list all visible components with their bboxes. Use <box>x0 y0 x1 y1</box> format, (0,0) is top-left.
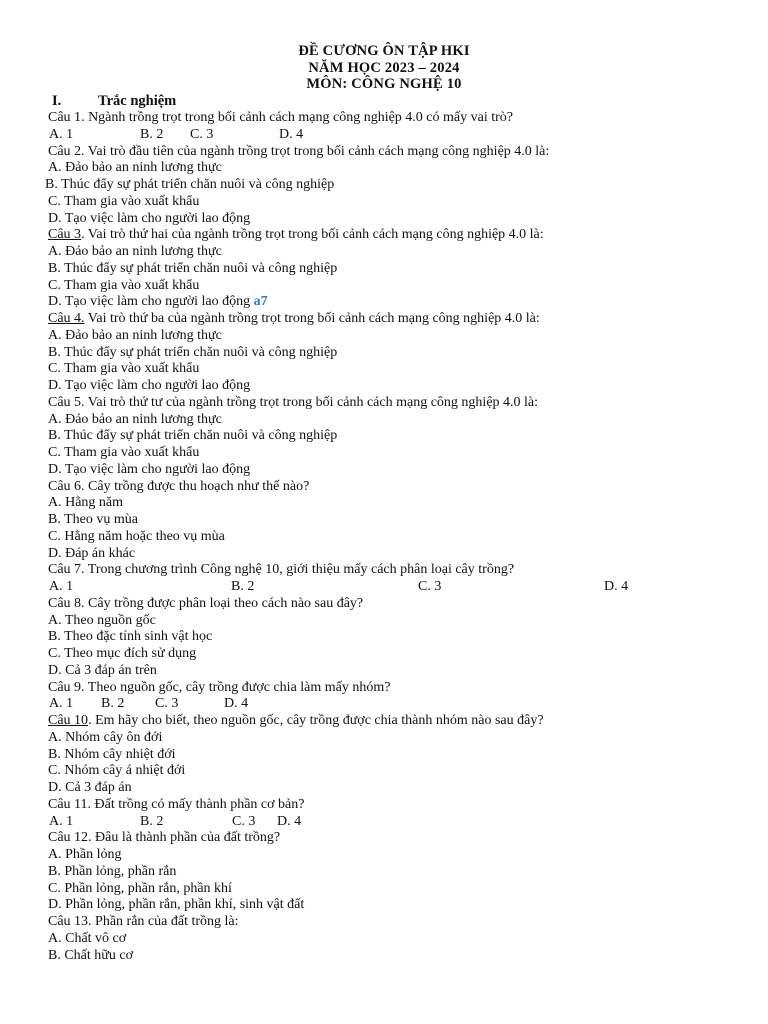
question-12: Câu 12. Đâu là thành phần của đất trồng? <box>48 830 281 846</box>
question-13: Câu 13. Phần rắn của đất trồng là: <box>48 914 239 929</box>
question-label: Câu 1 <box>48 110 82 125</box>
section-title: Trắc nghiệm <box>98 93 177 109</box>
option-d: D. Tạo việc làm cho người lao động <box>48 461 251 477</box>
option-d: D. Cả 3 đáp án <box>48 780 132 795</box>
option-d: D. 4 <box>279 126 304 142</box>
document-header <box>0 43 768 93</box>
option-d: D. Đáp án khác <box>48 545 136 561</box>
option-b: B. 2 <box>231 579 255 594</box>
option-b: B. 2 <box>140 813 164 829</box>
option-c: C. Tham gia vào xuất khẩu <box>48 361 200 377</box>
option-a: A. Theo nguồn gốc <box>48 612 156 628</box>
option-a: A. Đảo bảo an ninh lương thực <box>48 160 222 176</box>
option-a: A. 1 <box>49 696 74 712</box>
option-b: B. 2 <box>101 696 125 712</box>
option-c: C. 3 <box>232 813 256 829</box>
option-d: D. 4 <box>277 813 302 829</box>
section-heading <box>52 93 176 110</box>
option-a: A. Đảo bảo an ninh lương thực <box>48 327 222 343</box>
question-text: Vai trò thứ ba của ngành trồng trọt trong bối cảnh cách mạng công nghiệp 4.0 là: <box>84 311 540 326</box>
subject: MÔN: CÔNG NGHỆ 10 <box>306 76 462 93</box>
option-d: D. Tạo việc làm cho người lao động <box>48 210 251 226</box>
option-c: C. Hằng năm hoặc theo vụ mùa <box>48 528 225 544</box>
question-4 <box>48 311 728 328</box>
option-d: D. Phần lỏng, phần rắn, phần khí, sinh vật đất <box>48 897 305 913</box>
section-number: I. <box>52 93 62 109</box>
option-a: A. Đảo bảo an ninh lương thực <box>48 411 222 427</box>
option-b: B. Thúc đẩy sự phát triển chăn nuôi và công nghiệp <box>48 344 338 360</box>
option-b: B. Thúc đẩy sự phát triển chăn nuôi và công nghiệp <box>48 260 338 276</box>
option-d: D. 4 <box>604 579 629 594</box>
option-b: B. Chất hữu cơ <box>48 947 133 963</box>
document-title: ĐỀ CƯƠNG ÔN TẬP HKI <box>298 43 470 59</box>
question-9-options <box>48 696 728 713</box>
question-label: Câu 10 <box>48 713 89 728</box>
annotation-tag: a7 <box>253 294 268 310</box>
option-a: A. 1 <box>49 126 74 142</box>
option-b: B. Thúc đẩy sự phát triển chăn nuôi và công nghiệp <box>45 177 335 192</box>
question-text: . Vai trò thứ hai của ngành trồng trọt trong bối cảnh cách mạng công nghiệp 4.0 là: <box>81 227 544 243</box>
option-c: C. 3 <box>418 579 442 594</box>
question-10 <box>48 713 728 730</box>
option-a: A. Chất vô cơ <box>48 930 127 946</box>
option-c: C. Theo mục đích sử dụng <box>48 646 197 661</box>
question-7: Câu 7. Trong chương trình Công nghệ 10, giới thiệu mấy cách phân loại cây trồng? <box>48 562 515 578</box>
question-label: Câu 4. <box>48 311 85 326</box>
option-d: D. Tạo việc làm cho người lao động <box>48 378 251 393</box>
option-text: D. Tạo việc làm cho người lao động <box>48 294 251 310</box>
option-a: A. Hằng năm <box>48 495 124 511</box>
question-text: . Ngành trồng trọt trong bối cảnh cách mạng công nghiệp 4.0 có mấy vai trò? <box>81 110 513 125</box>
question-6: Câu 6. Cây trồng được thu hoạch như thế nào? <box>48 478 310 494</box>
question-3 <box>48 227 728 244</box>
question-5: Câu 5. Vai trò thứ tư của ngành trồng trọt trong bối cảnh cách mạng công nghiệp 4.0 là: <box>48 394 539 410</box>
option-b: B. 2 <box>140 126 164 142</box>
option-d <box>48 294 728 311</box>
question-9: Câu 9. Theo nguồn gốc, cây trồng được chia làm mấy nhóm? <box>48 679 391 695</box>
option-c: C. Tham gia vào xuất khẩu <box>48 277 200 293</box>
question-1 <box>48 110 728 127</box>
question-label: Câu 3 <box>48 227 82 243</box>
option-b: B. Nhóm cây nhiệt đới <box>48 746 176 762</box>
question-11: Câu 11. Đất trồng có mấy thành phần cơ bản? <box>48 796 305 812</box>
option-a: A. 1 <box>49 813 74 829</box>
option-c: C. 3 <box>190 126 214 142</box>
option-a: A. Phần lỏng <box>48 847 122 862</box>
option-c: C. Tham gia vào xuất khẩu <box>48 193 200 209</box>
option-c: C. Tham gia vào xuất khẩu <box>48 445 200 460</box>
question-8: Câu 8. Cây trồng được phân loại theo cách nào sau đây? <box>48 595 364 611</box>
option-d: D. 4 <box>224 696 249 712</box>
question-text: . Em hãy cho biết, theo nguồn gốc, cây trồng được chia thành nhóm nào sau đây? <box>88 713 544 728</box>
question-11-options <box>48 814 728 831</box>
option-a: A. Đảo bảo an ninh lương thực <box>48 244 222 259</box>
option-b: B. Thúc đẩy sự phát triển chăn nuôi và công nghiệp <box>48 428 338 444</box>
option-d: D. Cả 3 đáp án trên <box>48 662 157 678</box>
question-1-options <box>48 127 728 144</box>
question-7-options <box>48 579 728 596</box>
option-b: B. Theo đặc tính sinh vật học <box>48 629 213 645</box>
option-c: C. 3 <box>155 696 179 712</box>
question-list <box>45 110 728 964</box>
option-a: A. 1 <box>49 579 74 594</box>
option-a: A. Nhóm cây ôn đới <box>48 729 163 745</box>
option-c: C. Phần lỏng, phần rắn, phần khí <box>48 880 232 896</box>
question-2: Câu 2. Vai trò đầu tiên của ngành trồng trọt trong bối cảnh cách mạng công nghiệp 4.0 là: <box>48 143 550 159</box>
option-b: B. Theo vụ mùa <box>48 512 138 527</box>
school-year: NĂM HỌC 2023 – 2024 <box>308 59 460 76</box>
option-b: B. Phần lỏng, phần rắn <box>48 863 177 879</box>
option-c: C. Nhóm cây á nhiệt đới <box>48 763 186 779</box>
